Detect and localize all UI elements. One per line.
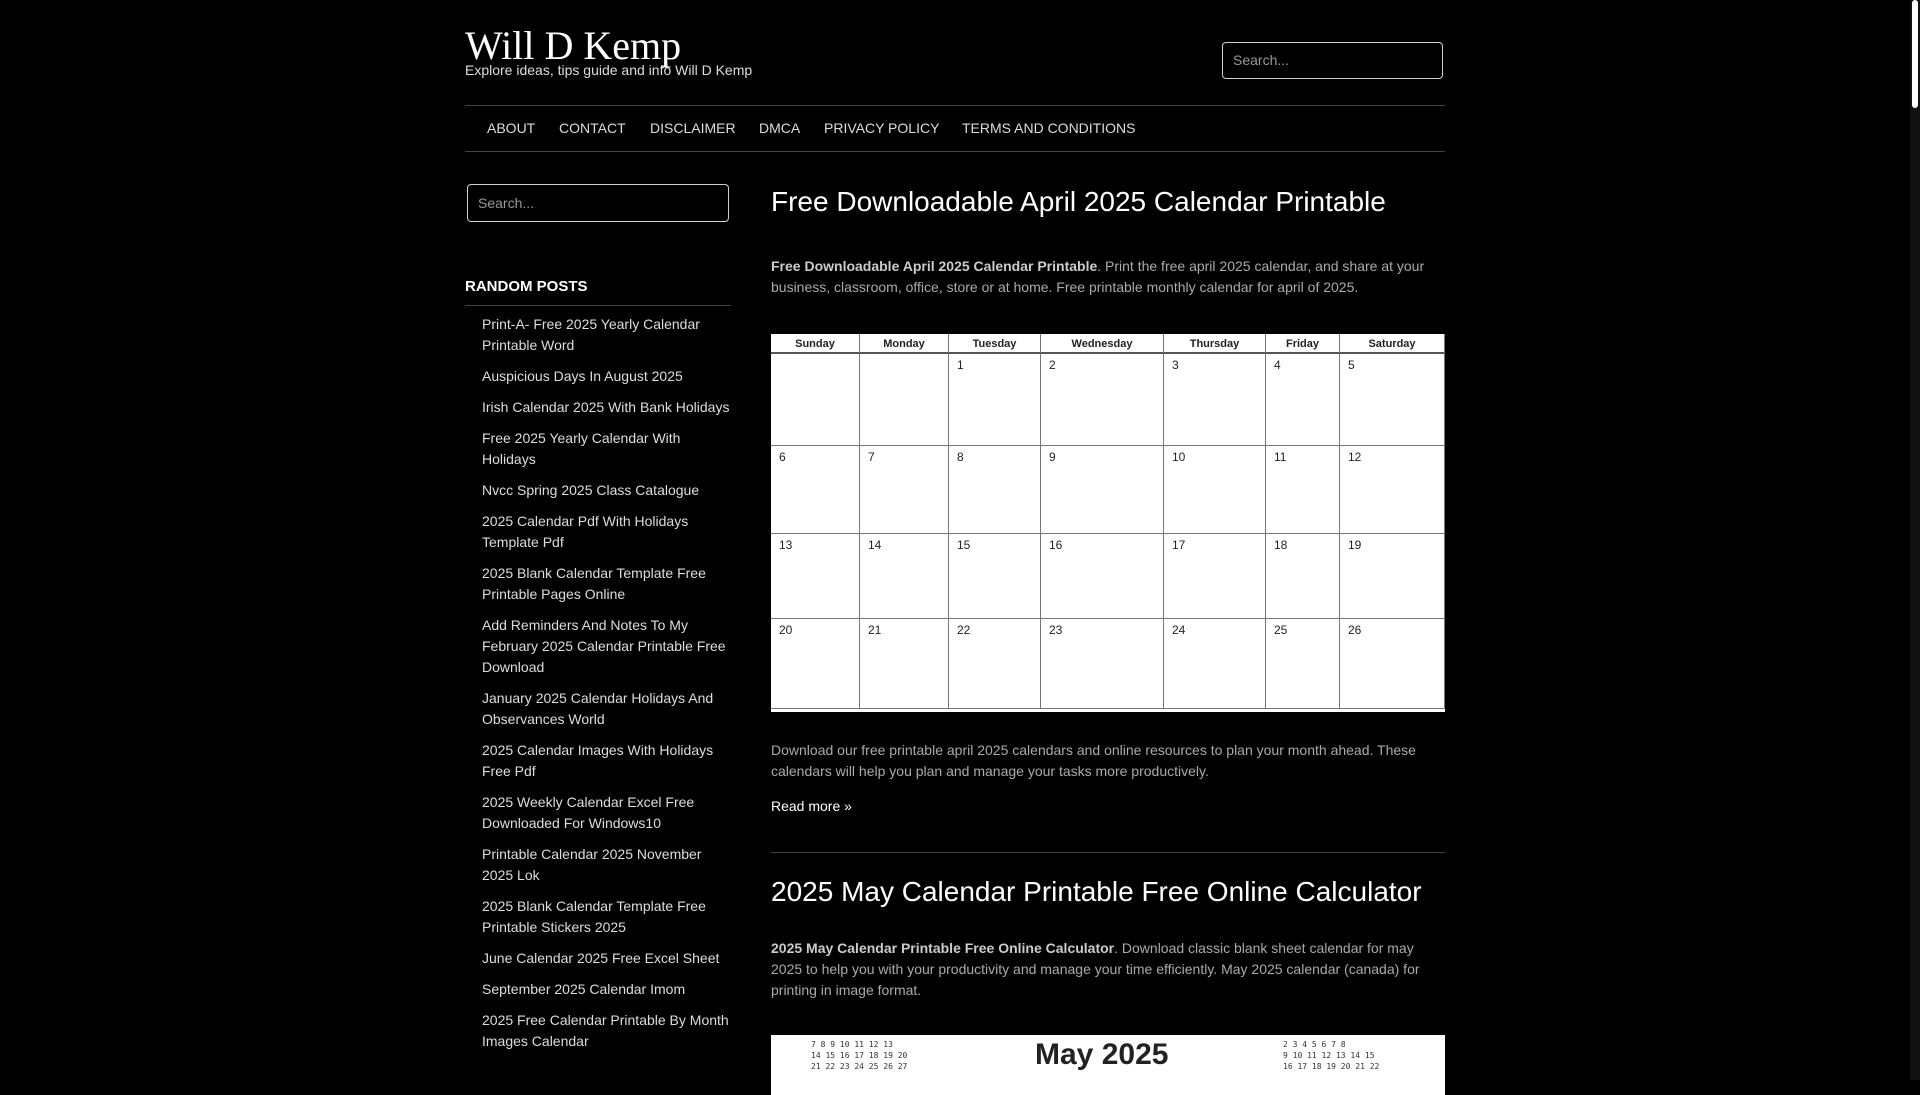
random-post-link[interactable]: Print-A- Free 2025 Yearly Calendar Printable Word bbox=[482, 316, 700, 353]
post-excerpt bbox=[771, 256, 1445, 298]
nav-item-about[interactable]: ABOUT bbox=[487, 120, 536, 136]
calendar-day-cell: 26 bbox=[1340, 619, 1445, 709]
read-more-link[interactable]: Read more » bbox=[771, 798, 852, 814]
calendar-day-cell: 2 bbox=[1041, 354, 1164, 446]
calendar-day-cell: 23 bbox=[1041, 619, 1164, 709]
calendar-day-cell: 11 bbox=[1266, 446, 1340, 534]
calendar-day-cell: 10 bbox=[1164, 446, 1266, 534]
post-summary: Download our free printable april 2025 calendars and online resources to plan your month ahead. These calendars will help you plan and manage your tasks more productively. bbox=[771, 742, 1416, 779]
random-post-link[interactable]: 2025 Blank Calendar Template Free Printable Stickers 2025 bbox=[482, 898, 706, 935]
calendar-day-cell: 12 bbox=[1340, 446, 1445, 534]
calendar-day-cell: 21 bbox=[860, 619, 949, 709]
nav-item-privacy-policy[interactable]: PRIVACY POLICY bbox=[824, 120, 940, 136]
calendar-day-cell: 14 bbox=[860, 534, 949, 619]
site-title[interactable]: Will D Kemp bbox=[465, 23, 682, 68]
calendar-day-cell: 19 bbox=[1340, 534, 1445, 619]
post-divider bbox=[771, 852, 1445, 853]
scrollbar-thumb[interactable] bbox=[1912, 0, 1918, 108]
site-description: Explore ideas, tips guide and info Will D Kemp bbox=[465, 62, 753, 78]
mini-calendar-left: 7 8 9 10 11 12 13 14 15 16 17 18 19 20 21 22 23 24 25 26 27 bbox=[811, 1040, 908, 1071]
calendar-day-cell: 22 bbox=[949, 619, 1041, 709]
calendar-weekday-header: Monday bbox=[860, 334, 949, 354]
random-posts-list bbox=[482, 314, 730, 1062]
random-post-link[interactable]: Nvcc Spring 2025 Class Catalogue bbox=[482, 482, 700, 498]
post-excerpt bbox=[771, 938, 1445, 1001]
scrollbar-track[interactable] bbox=[1910, 0, 1920, 1080]
main-nav bbox=[465, 105, 1445, 152]
nav-item-dmca[interactable]: DMCA bbox=[759, 120, 801, 136]
post-title[interactable]: 2025 May Calendar Printable Free Online Calculator bbox=[771, 876, 1422, 907]
post-excerpt-bold: 2025 May Calendar Printable Free Online Calculator bbox=[771, 940, 1115, 956]
calendar-day-cell: 20 bbox=[771, 619, 860, 709]
calendar-day-cell: 5 bbox=[1340, 354, 1445, 446]
mini-calendar-right: 2 3 4 5 6 7 8 9 10 11 12 13 14 15 16 17 18 19 20 21 22 bbox=[1283, 1040, 1380, 1071]
random-post-link[interactable]: Free 2025 Yearly Calendar With Holidays bbox=[482, 430, 681, 467]
random-post-link[interactable]: January 2025 Calendar Holidays And Observances World bbox=[482, 690, 714, 727]
calendar-day-cell: 17 bbox=[1164, 534, 1266, 619]
post-excerpt-text: . Download classic blank sheet calendar for may 2025 to help you with your productivity and manage your time efficiently. May 2025 calendar (canada) for printing in image format. bbox=[771, 940, 1420, 998]
calendar-weekday-header: Saturday bbox=[1340, 334, 1445, 354]
nav-item-contact[interactable]: CONTACT bbox=[559, 120, 626, 136]
april-calendar-image[interactable] bbox=[771, 334, 1445, 712]
random-post-link[interactable]: September 2025 Calendar Imom bbox=[482, 981, 686, 997]
calendar-day-cell: 16 bbox=[1041, 534, 1164, 619]
calendar-day-cell: 8 bbox=[949, 446, 1041, 534]
header-search-input[interactable]: Search... bbox=[1222, 42, 1443, 79]
random-post-link[interactable]: 2025 Calendar Pdf With Holidays Template Pdf bbox=[482, 513, 689, 550]
random-post-link[interactable]: Add Reminders And Notes To My February 2025 Calendar Printable Free Download bbox=[482, 617, 726, 675]
calendar-weekday-header: Wednesday bbox=[1041, 334, 1164, 354]
calendar-day-cell: 15 bbox=[949, 534, 1041, 619]
calendar-day-cell bbox=[771, 354, 860, 446]
calendar-weekday-header: Tuesday bbox=[949, 334, 1041, 354]
random-post-link[interactable]: 2025 Free Calendar Printable By Month Images Calendar bbox=[482, 1012, 729, 1049]
random-posts-heading: RANDOM POSTS bbox=[465, 278, 731, 306]
post-excerpt-bold: Free Downloadable April 2025 Calendar Printable bbox=[771, 258, 1098, 274]
calendar-weekday-header: Friday bbox=[1266, 334, 1340, 354]
random-post-link[interactable]: Printable Calendar 2025 November 2025 Lok bbox=[482, 846, 702, 883]
calendar-weekday-header: Sunday bbox=[771, 334, 860, 354]
calendar-day-cell: 25 bbox=[1266, 619, 1340, 709]
nav-item-terms[interactable]: TERMS AND CONDITIONS bbox=[962, 120, 1136, 136]
calendar-day-cell: 7 bbox=[860, 446, 949, 534]
random-post-link[interactable]: June Calendar 2025 Free Excel Sheet bbox=[482, 950, 720, 966]
may-calendar-image[interactable] bbox=[771, 1035, 1445, 1095]
calendar-day-cell: 18 bbox=[1266, 534, 1340, 619]
sidebar-search-input[interactable]: Search... bbox=[467, 184, 729, 222]
post-excerpt-text: . Print the free april 2025 calendar, and share at your business, classroom, office, store or at home. Free printable monthly calendar for april of 2025. bbox=[771, 258, 1425, 295]
calendar-day-cell: 24 bbox=[1164, 619, 1266, 709]
calendar-day-cell: 1 bbox=[949, 354, 1041, 446]
calendar-day-cell: 3 bbox=[1164, 354, 1266, 446]
may-calendar-title: May 2025 bbox=[1035, 1038, 1169, 1071]
random-post-link[interactable]: 2025 Calendar Images With Holidays Free Pdf bbox=[482, 742, 714, 779]
random-post-link[interactable]: 2025 Blank Calendar Template Free Printable Pages Online bbox=[482, 565, 706, 602]
random-post-link[interactable]: 2025 Weekly Calendar Excel Free Downloaded For Windows10 bbox=[482, 794, 695, 831]
nav-item-disclaimer[interactable]: DISCLAIMER bbox=[650, 120, 736, 136]
calendar-day-cell: 6 bbox=[771, 446, 860, 534]
calendar-day-cell: 13 bbox=[771, 534, 860, 619]
calendar-day-cell: 9 bbox=[1041, 446, 1164, 534]
calendar-day-cell bbox=[860, 354, 949, 446]
calendar-weekday-header: Thursday bbox=[1164, 334, 1266, 354]
post-title[interactable]: Free Downloadable April 2025 Calendar Printable bbox=[771, 186, 1386, 217]
random-post-link[interactable]: Irish Calendar 2025 With Bank Holidays bbox=[482, 399, 730, 415]
calendar-day-cell: 4 bbox=[1266, 354, 1340, 446]
random-post-link[interactable]: Auspicious Days In August 2025 bbox=[482, 368, 683, 384]
